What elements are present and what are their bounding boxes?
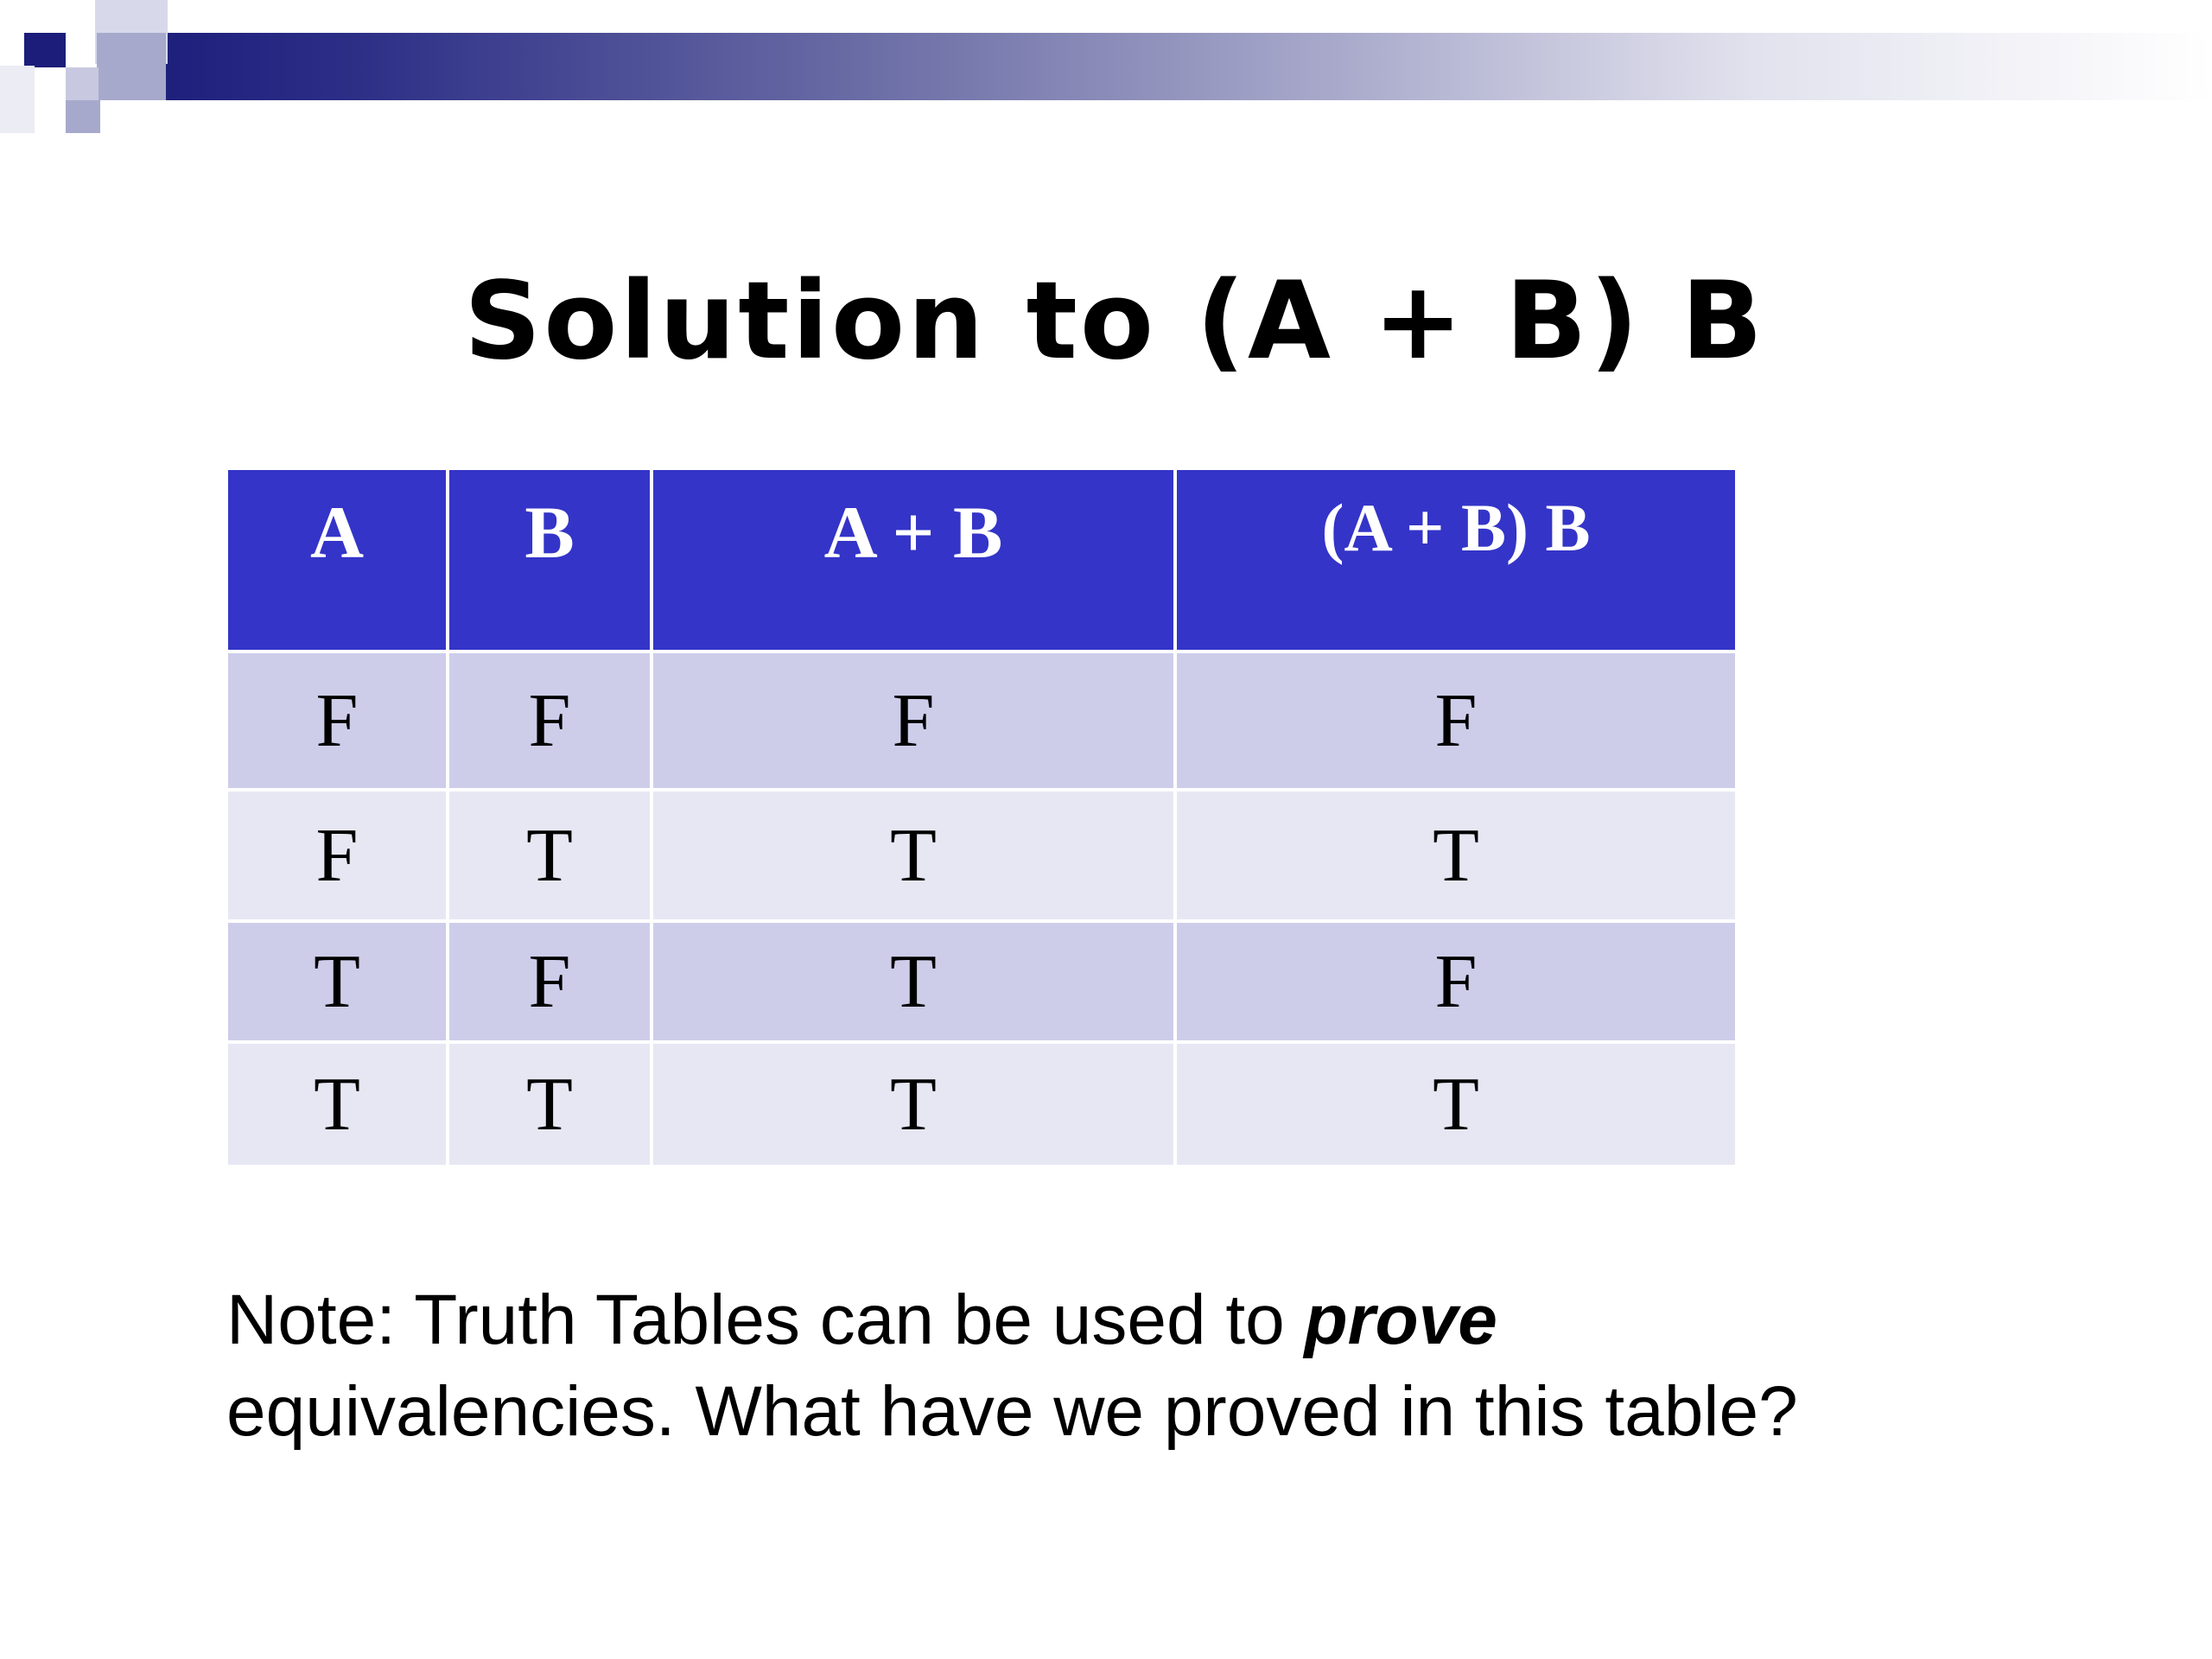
table-cell: T [652,790,1175,921]
truth-table [225,467,1738,1168]
slide-title: Solution to (A + B) B [463,259,1766,384]
decorative-square [97,33,166,100]
header-cell-a: A [226,468,448,652]
table-cell: F [226,652,448,790]
note-prefix: Note: Truth Tables can be used to [226,1281,1305,1359]
decorative-square [24,33,66,67]
note-text [226,1274,1798,1458]
table-cell: T [652,921,1175,1042]
header-cell-result: (A + B) B [1175,468,1737,652]
table-cell: F [1175,921,1737,1042]
table-cell: T [226,1042,448,1166]
table-cell: T [1175,790,1737,921]
decorative-square [66,67,99,100]
table-cell: F [226,790,448,921]
table-header-row [226,468,1737,652]
header-cell-a-plus-b: A + B [652,468,1175,652]
decorative-square [66,100,100,133]
table-row [226,790,1737,921]
table-cell: F [1175,652,1737,790]
note-line-2: equivalencies. What have we proved in this table? [226,1372,1798,1451]
table-cell: F [448,652,652,790]
note-emphasis: prove [1304,1281,1497,1359]
table-cell: T [1175,1042,1737,1166]
table-cell: T [226,921,448,1042]
header-cell-b: B [448,468,652,652]
table-row [226,652,1737,790]
table-cell: F [448,921,652,1042]
table-cell: F [652,652,1175,790]
table-cell: T [448,1042,652,1166]
table-cell: T [448,790,652,921]
table-row [226,921,1737,1042]
note-line-1 [226,1274,1798,1366]
table-cell: T [652,1042,1175,1166]
gradient-bar [134,33,2212,100]
decorative-square [0,66,35,133]
table-row [226,1042,1737,1166]
